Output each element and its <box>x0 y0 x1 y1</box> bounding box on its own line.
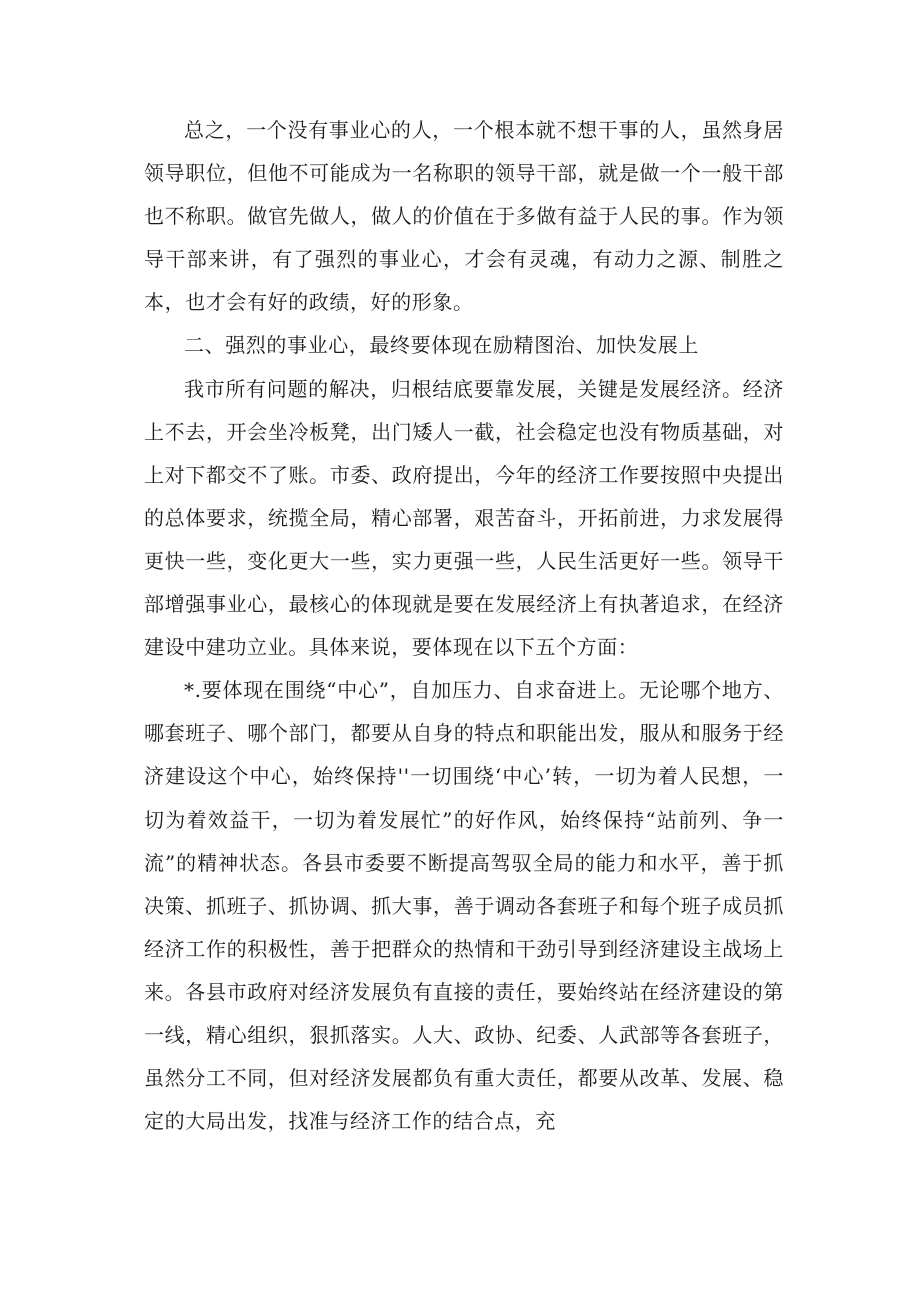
paragraph-point-one: *.要体现在围绕“中心”，自加压力、自求奋进上。无论哪个地方、哪套班子、哪个部门，都要从自身的特点和职能出发，服从和服务于经济建设这个中心，始终保持''一切围绕‘中心’转，一切为着人民想，一切为着效益干，一切为着发展忙”的好作风，始终保持“站前列、争一流”的精神状态。各县市委要不断提高驾驭全局的能力和水平，善于抓决策、抓班子、抓协调、抓大事，善于调动各套班子和每个班子成员抓经济工作的积极性，善于把群众的热情和干劲引导到经济建设主战场上来。各县市政府对经济发展负有直接的责任，要始终站在经济建设的第一线，精心组织，狠抓落实。人大、政协、纪委、人武部等各套班子，虽然分工不同，但对经济发展都负有重大责任，都要从改革、发展、稳定的大局出发，找准与经济工作的结合点，充 <box>144 678 784 1134</box>
paragraph-conclusion: 总之，一个没有事业心的人，一个根本就不想干事的人，虽然身居领导职位，但他不可能成为一名称职的领导干部，就是做一个一般干部也不称职。做官先做人，做人的价值在于多做有益于人民的事。作为领导干部来讲，有了强烈的事业心，才会有灵魂，有动力之源、制胜之本，也才会有好的政绩，好的形象。 <box>144 118 784 315</box>
paragraph-economic-development: 我市所有问题的解决，归根结底要靠发展，关键是发展经济。经济上不去，开会坐冷板凳，出门矮人一截，社会稳定也没有物质基础，对上对下都交不了账。市委、政府提出，今年的经济工作要按照中央提出的总体要求，统揽全局，精心部署，艰苦奋斗，开拓前进，力求发展得更快一些，变化更大一些，实力更强一些，人民生活更好一些。领导干部增强事业心，最核心的体现就是要在发展经济上有执著追求，在经济建设中建功立业。具体来说，要体现在以下五个方面： <box>144 376 784 660</box>
document-body <box>144 109 784 1143</box>
section-heading-two: 二、强烈的事业心，最终要体现在励精图治、加快发展上 <box>184 333 699 358</box>
